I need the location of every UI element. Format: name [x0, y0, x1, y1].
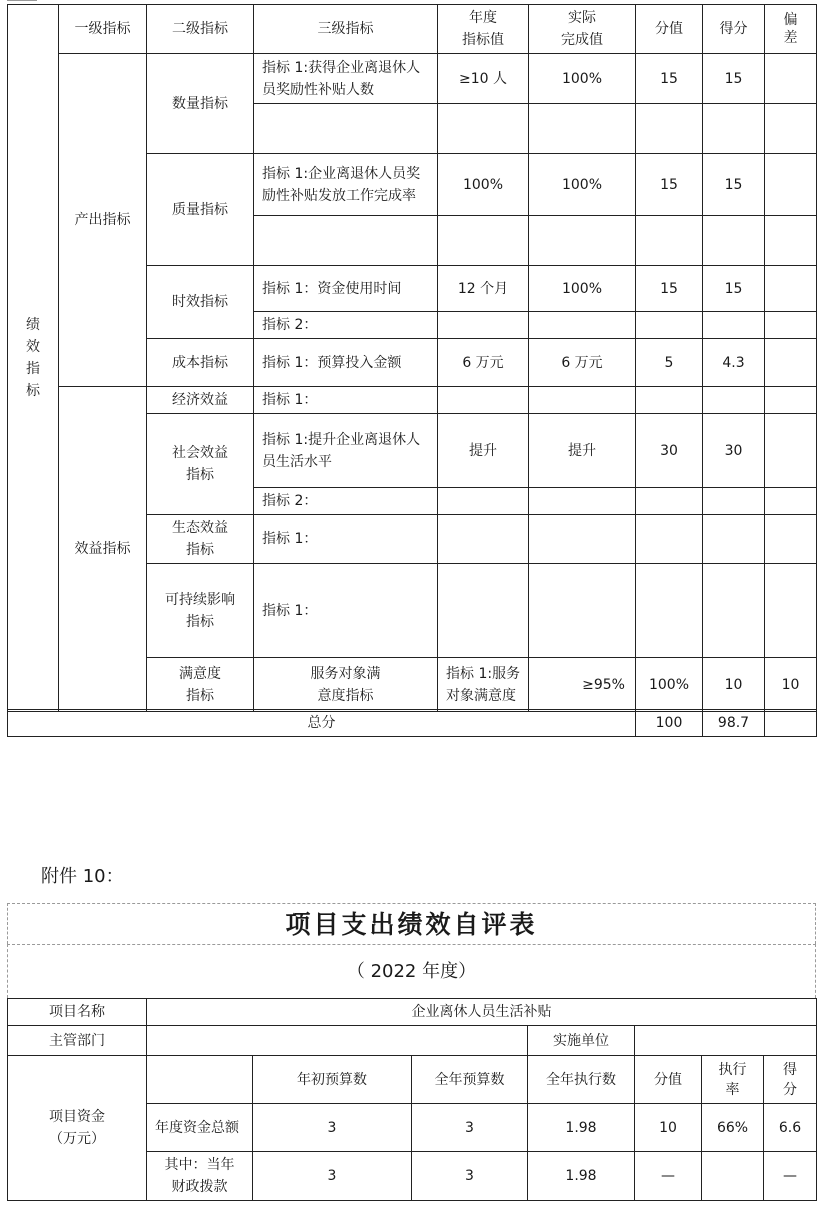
indicator-actual: 100%: [636, 658, 703, 712]
indicator-name: 指标 1：资金使用时间: [254, 266, 438, 312]
self-evaluation-year: （ 2022 年度）: [7, 944, 816, 998]
fiscal-score: —: [764, 1152, 817, 1201]
indicator-name: 指标 1：: [254, 387, 438, 414]
indicator-target: 100%: [438, 154, 529, 216]
empty-cell: [438, 104, 529, 154]
empty-cell: [438, 216, 529, 266]
total-value: 100: [636, 710, 703, 737]
indicator-value: 15: [636, 54, 703, 104]
col-initial-budget: 年初预算数: [253, 1056, 412, 1104]
empty-cell: [636, 216, 703, 266]
total-label: 总分: [8, 710, 636, 737]
indicator-score: 30: [703, 414, 765, 488]
empty-cell: [765, 216, 817, 266]
performance-indicator-table: [7, 4, 817, 712]
col-full-budget: 全年预算数: [412, 1056, 528, 1104]
empty-cell: [636, 488, 703, 515]
empty-cell: [438, 312, 529, 339]
header-deviation: 偏 差: [765, 5, 817, 54]
indicator-score: 15: [703, 154, 765, 216]
indicator-target: 12 个月: [438, 266, 529, 312]
empty-cell: [529, 312, 636, 339]
col-exec-rate: 执行 率: [702, 1056, 764, 1104]
indicator-value: 30: [636, 414, 703, 488]
empty-cell: [765, 564, 817, 658]
dept-label: 主管部门: [8, 1026, 147, 1056]
empty-cell: [703, 515, 765, 564]
header-level2: 二级指标: [147, 5, 254, 54]
empty-cell: [529, 564, 636, 658]
indicator-name: 指标 1:获得企业离退休人员奖励性补贴人数: [254, 54, 438, 104]
indicator-name: 指标 1：: [254, 564, 438, 658]
cost-indicator-label: 成本指标: [147, 339, 254, 387]
fiscal-value: —: [635, 1152, 702, 1201]
indicator-value: 5: [636, 339, 703, 387]
indicator-name: 指标 1:服务对象满意度: [438, 658, 529, 712]
empty-cell: [438, 515, 529, 564]
empty-cell: [529, 387, 636, 414]
col-full-exec: 全年执行数: [528, 1056, 635, 1104]
self-evaluation-section: [7, 903, 816, 1201]
indicator-name: 指标 1：预算投入金额: [254, 339, 438, 387]
project-funds-label: 项目资金 （万元）: [8, 1056, 147, 1201]
indicator-target: 6 万元: [438, 339, 529, 387]
header-score: 得分: [703, 5, 765, 54]
quality-indicator-label: 质量指标: [147, 154, 254, 266]
empty-cell: [147, 1056, 253, 1104]
indicator-actual: 提升: [529, 414, 636, 488]
empty-cell: [636, 104, 703, 154]
indicator-target: ≥10 人: [438, 54, 529, 104]
indicator-actual: 100%: [529, 54, 636, 104]
impl-unit-label: 实施单位: [528, 1026, 635, 1056]
annual-total-rate: 66%: [702, 1104, 764, 1152]
annex-label: 附件 10：: [41, 866, 124, 887]
satisfaction-indicator-label: 满意度 指标: [147, 658, 254, 712]
col-score: 得 分: [764, 1056, 817, 1104]
indicator-deviation: [765, 154, 817, 216]
empty-cell: [438, 488, 529, 515]
indicator-name: 指标 2：: [254, 312, 438, 339]
annual-total-value: 10: [635, 1104, 702, 1152]
impl-unit-value: [635, 1026, 817, 1056]
empty-cell: [254, 216, 438, 266]
empty-cell: [765, 488, 817, 515]
empty-cell: [703, 564, 765, 658]
fiscal-full: 3: [412, 1152, 528, 1201]
empty-cell: [703, 387, 765, 414]
annual-total-full: 3: [412, 1104, 528, 1152]
header-level1: 一级指标: [59, 5, 147, 54]
social-indicator-label: 社会效益 指标: [147, 414, 254, 515]
empty-cell: [254, 104, 438, 154]
indicator-actual: 100%: [529, 154, 636, 216]
fiscal-initial: 3: [253, 1152, 412, 1201]
performance-side-label: 绩 效 指 标: [8, 5, 59, 712]
fiscal-allocation-label: 其中：当年 财政拨款: [147, 1152, 253, 1201]
empty-cell: [703, 216, 765, 266]
empty-cell: [438, 564, 529, 658]
empty-cell: [438, 387, 529, 414]
indicator-score: 15: [703, 54, 765, 104]
indicator-deviation: [765, 339, 817, 387]
empty-cell: [765, 387, 817, 414]
annual-total-score: 6.6: [764, 1104, 817, 1152]
empty-cell: [765, 104, 817, 154]
indicator-deviation: [765, 266, 817, 312]
page-top-line: [7, 0, 37, 1]
project-name-value: 企业离休人员生活补贴: [147, 999, 817, 1026]
empty-cell: [636, 387, 703, 414]
indicator-target: ≥95%: [529, 658, 636, 712]
header-level3: 三级指标: [254, 5, 438, 54]
indicator-deviation: [765, 414, 817, 488]
empty-cell: [703, 312, 765, 339]
service-satisfaction-label: 服务对象满 意度指标: [254, 658, 438, 712]
indicator-score: 10: [765, 658, 817, 712]
annual-total-initial: 3: [253, 1104, 412, 1152]
indicator-value: 10: [703, 658, 765, 712]
header-annual-target: 年度 指标值: [438, 5, 529, 54]
total-deviation: [765, 710, 817, 737]
indicator-name: 指标 2：: [254, 488, 438, 515]
annual-total-exec: 1.98: [528, 1104, 635, 1152]
empty-cell: [529, 515, 636, 564]
fiscal-exec: 1.98: [528, 1152, 635, 1201]
fiscal-rate: [702, 1152, 764, 1201]
empty-cell: [529, 216, 636, 266]
total-score-table: [7, 709, 817, 737]
empty-cell: [703, 104, 765, 154]
empty-cell: [529, 104, 636, 154]
ecological-indicator-label: 生态效益 指标: [147, 515, 254, 564]
quantity-indicator-label: 数量指标: [147, 54, 254, 154]
indicator-score: 15: [703, 266, 765, 312]
col-score-value: 分值: [635, 1056, 702, 1104]
indicator-score: 4.3: [703, 339, 765, 387]
benefit-indicator-label: 效益指标: [59, 387, 147, 712]
sustainable-indicator-label: 可持续影响 指标: [147, 564, 254, 658]
empty-cell: [703, 488, 765, 515]
indicator-name: 指标 1:提升企业离退休人员生活水平: [254, 414, 438, 488]
empty-cell: [636, 312, 703, 339]
indicator-actual: 100%: [529, 266, 636, 312]
indicator-deviation: [765, 54, 817, 104]
indicator-target: 提升: [438, 414, 529, 488]
indicator-name: 指标 1:企业离退休人员奖励性补贴发放工作完成率: [254, 154, 438, 216]
self-evaluation-title: 项目支出绩效自评表: [7, 903, 816, 944]
annual-total-label: 年度资金总额: [147, 1104, 253, 1152]
empty-cell: [765, 312, 817, 339]
economic-indicator-label: 经济效益: [147, 387, 254, 414]
empty-cell: [529, 488, 636, 515]
indicator-name: 指标 1：: [254, 515, 438, 564]
output-indicator-label: 产出指标: [59, 54, 147, 387]
indicator-actual: 6 万元: [529, 339, 636, 387]
timeliness-indicator-label: 时效指标: [147, 266, 254, 339]
dept-value: [147, 1026, 528, 1056]
header-score-value: 分值: [636, 5, 703, 54]
indicator-value: 15: [636, 266, 703, 312]
empty-cell: [636, 515, 703, 564]
self-evaluation-table: [7, 998, 817, 1201]
total-score: 98.7: [703, 710, 765, 737]
indicator-value: 15: [636, 154, 703, 216]
header-actual: 实际 完成值: [529, 5, 636, 54]
empty-cell: [636, 564, 703, 658]
empty-cell: [765, 515, 817, 564]
project-name-label: 项目名称: [8, 999, 147, 1026]
